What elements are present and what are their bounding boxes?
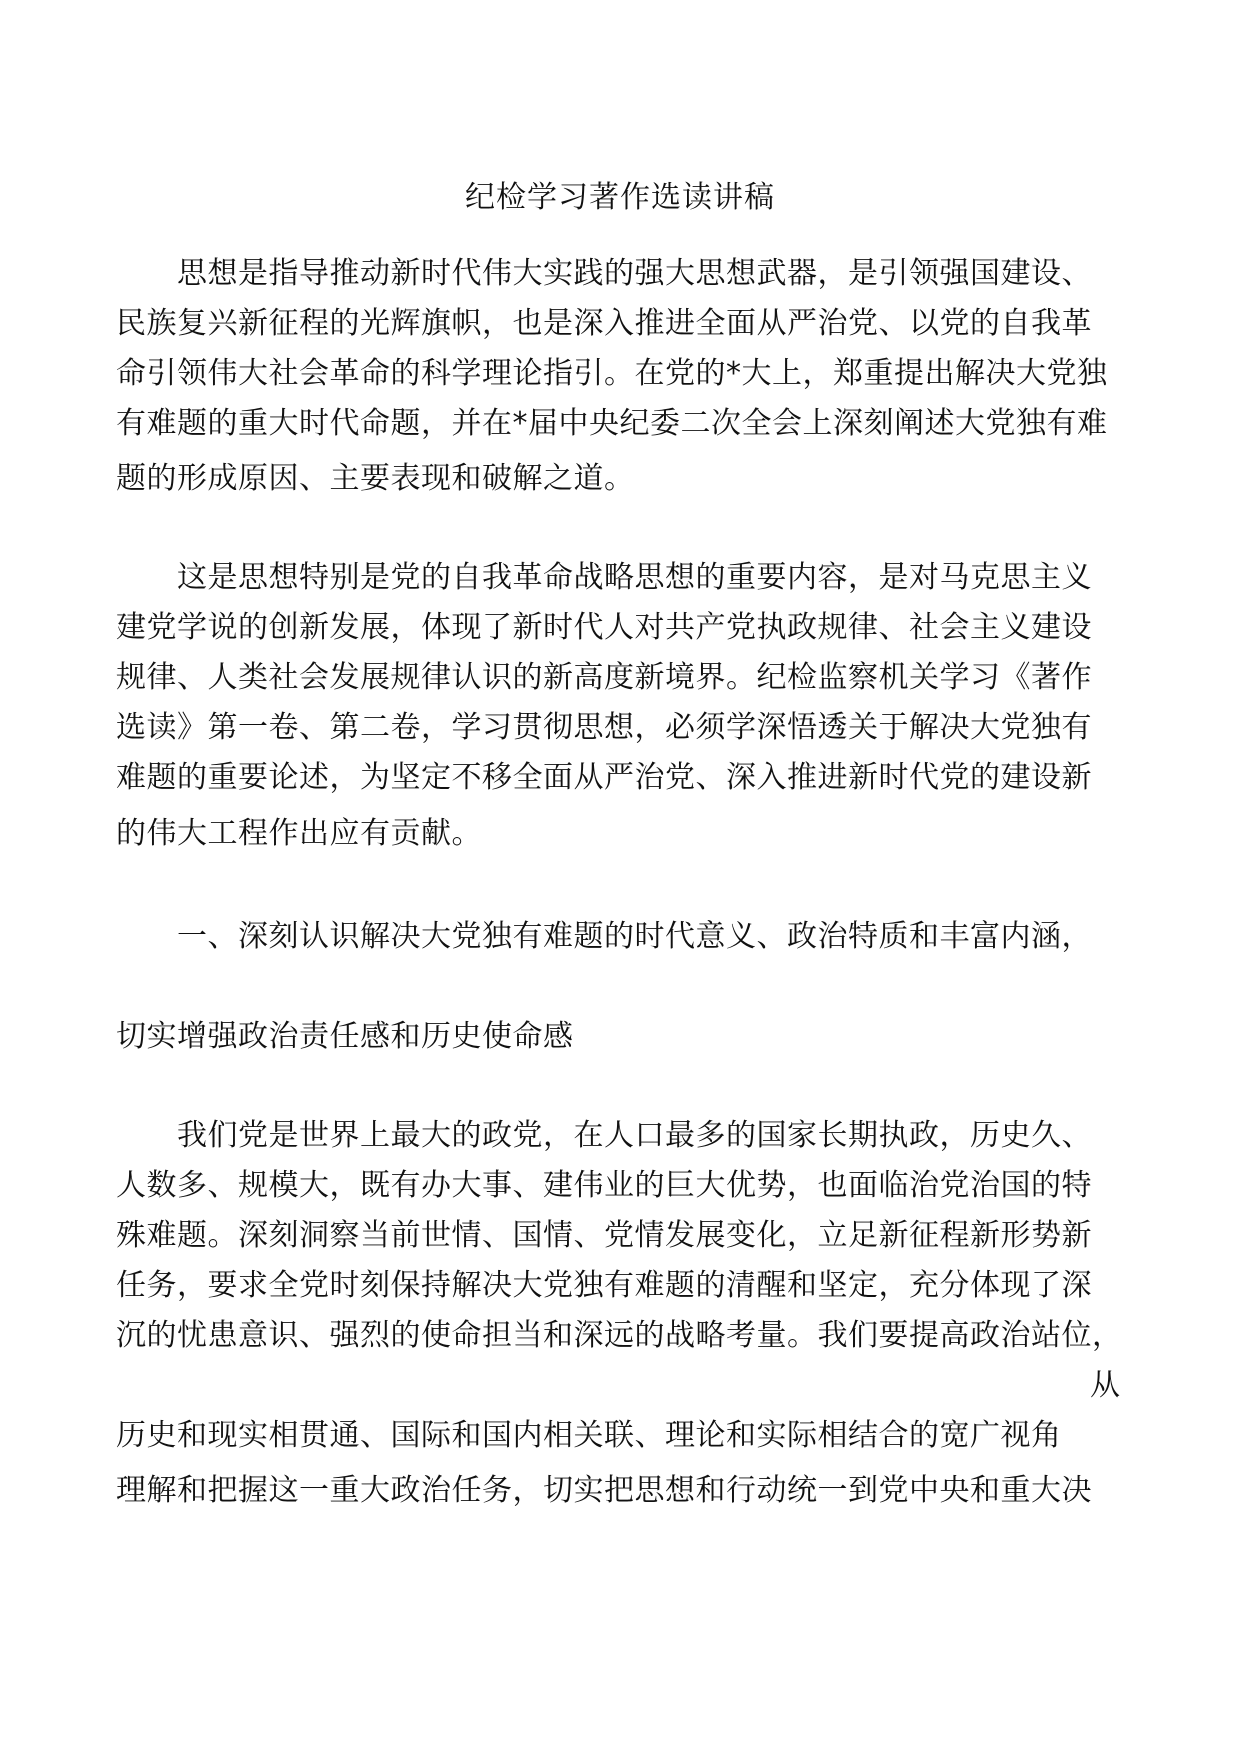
paragraph-2-line-1: 这是思想特别是党的自我革命战略思想的重要内容，是对马克思主义 [177, 560, 1092, 595]
paragraph-3-line-1: 我们党是世界上最大的政党，在人口最多的国家长期执政，历史久、 [177, 1118, 1092, 1153]
document-title: 纪检学习著作选读讲稿 [465, 180, 775, 215]
paragraph-2-line-6: 的伟大工程作出应有贡献。 [116, 816, 482, 851]
section-heading-line-2: 切实增强政治责任感和历史使命感 [116, 1019, 574, 1054]
paragraph-2-line-4: 选读》第一卷、第二卷，学习贯彻思想，必须学深悟透关于解决大党独有 [116, 710, 1092, 745]
section-heading-line-1: 一、深刻认识解决大党独有难题的时代意义、政治特质和丰富内涵， [177, 919, 1092, 954]
paragraph-3-line-3: 殊难题。深刻洞察当前世情、国情、党情发展变化，立足新征程新形势新 [116, 1218, 1092, 1253]
paragraph-1-line-1: 思想是指导推动新时代伟大实践的强大思想武器，是引领强国建设、 [177, 256, 1092, 291]
paragraph-1-line-3: 命引领伟大社会革命的科学理论指引。在党的*大上，郑重提出解决大党独 [116, 356, 1108, 391]
paragraph-3-line-5: 沉的忧患意识、强烈的使命担当和深远的战略考量。我们要提高政治站位， [116, 1318, 1123, 1353]
paragraph-3-line-2: 人数多、规模大，既有办大事、建伟业的巨大优势，也面临治党治国的特 [116, 1168, 1092, 1203]
paragraph-1-line-2: 民族复兴新征程的光辉旗帜，也是深入推进全面从严治党、以党的自我革 [116, 306, 1092, 341]
paragraph-1-line-5: 题的形成原因、主要表现和破解之道。 [116, 461, 635, 496]
paragraph-1-line-4: 有难题的重大时代命题，并在*届中央纪委二次全会上深刻阐述大党独有难 [116, 406, 1108, 441]
paragraph-2-line-2: 建党学说的创新发展，体现了新时代人对共产党执政规律、社会主义建设 [116, 610, 1092, 645]
paragraph-3-line-8: 理解和把握这一重大政治任务，切实把思想和行动统一到党中央和重大决 [116, 1473, 1092, 1508]
paragraph-3-line-6-end: 从 [1090, 1368, 1121, 1403]
paragraph-2-line-5: 难题的重要论述，为坚定不移全面从严治党、深入推进新时代党的建设新 [116, 760, 1092, 795]
paragraph-2-line-3: 规律、人类社会发展规律认识的新高度新境界。纪检监察机关学习《著作 [116, 660, 1092, 695]
paragraph-3-line-7: 历史和现实相贯通、国际和国内相关联、理论和实际相结合的宽广视角 [116, 1418, 1062, 1453]
paragraph-3-line-4: 任务，要求全党时刻保持解决大党独有难题的清醒和坚定，充分体现了深 [116, 1268, 1092, 1303]
